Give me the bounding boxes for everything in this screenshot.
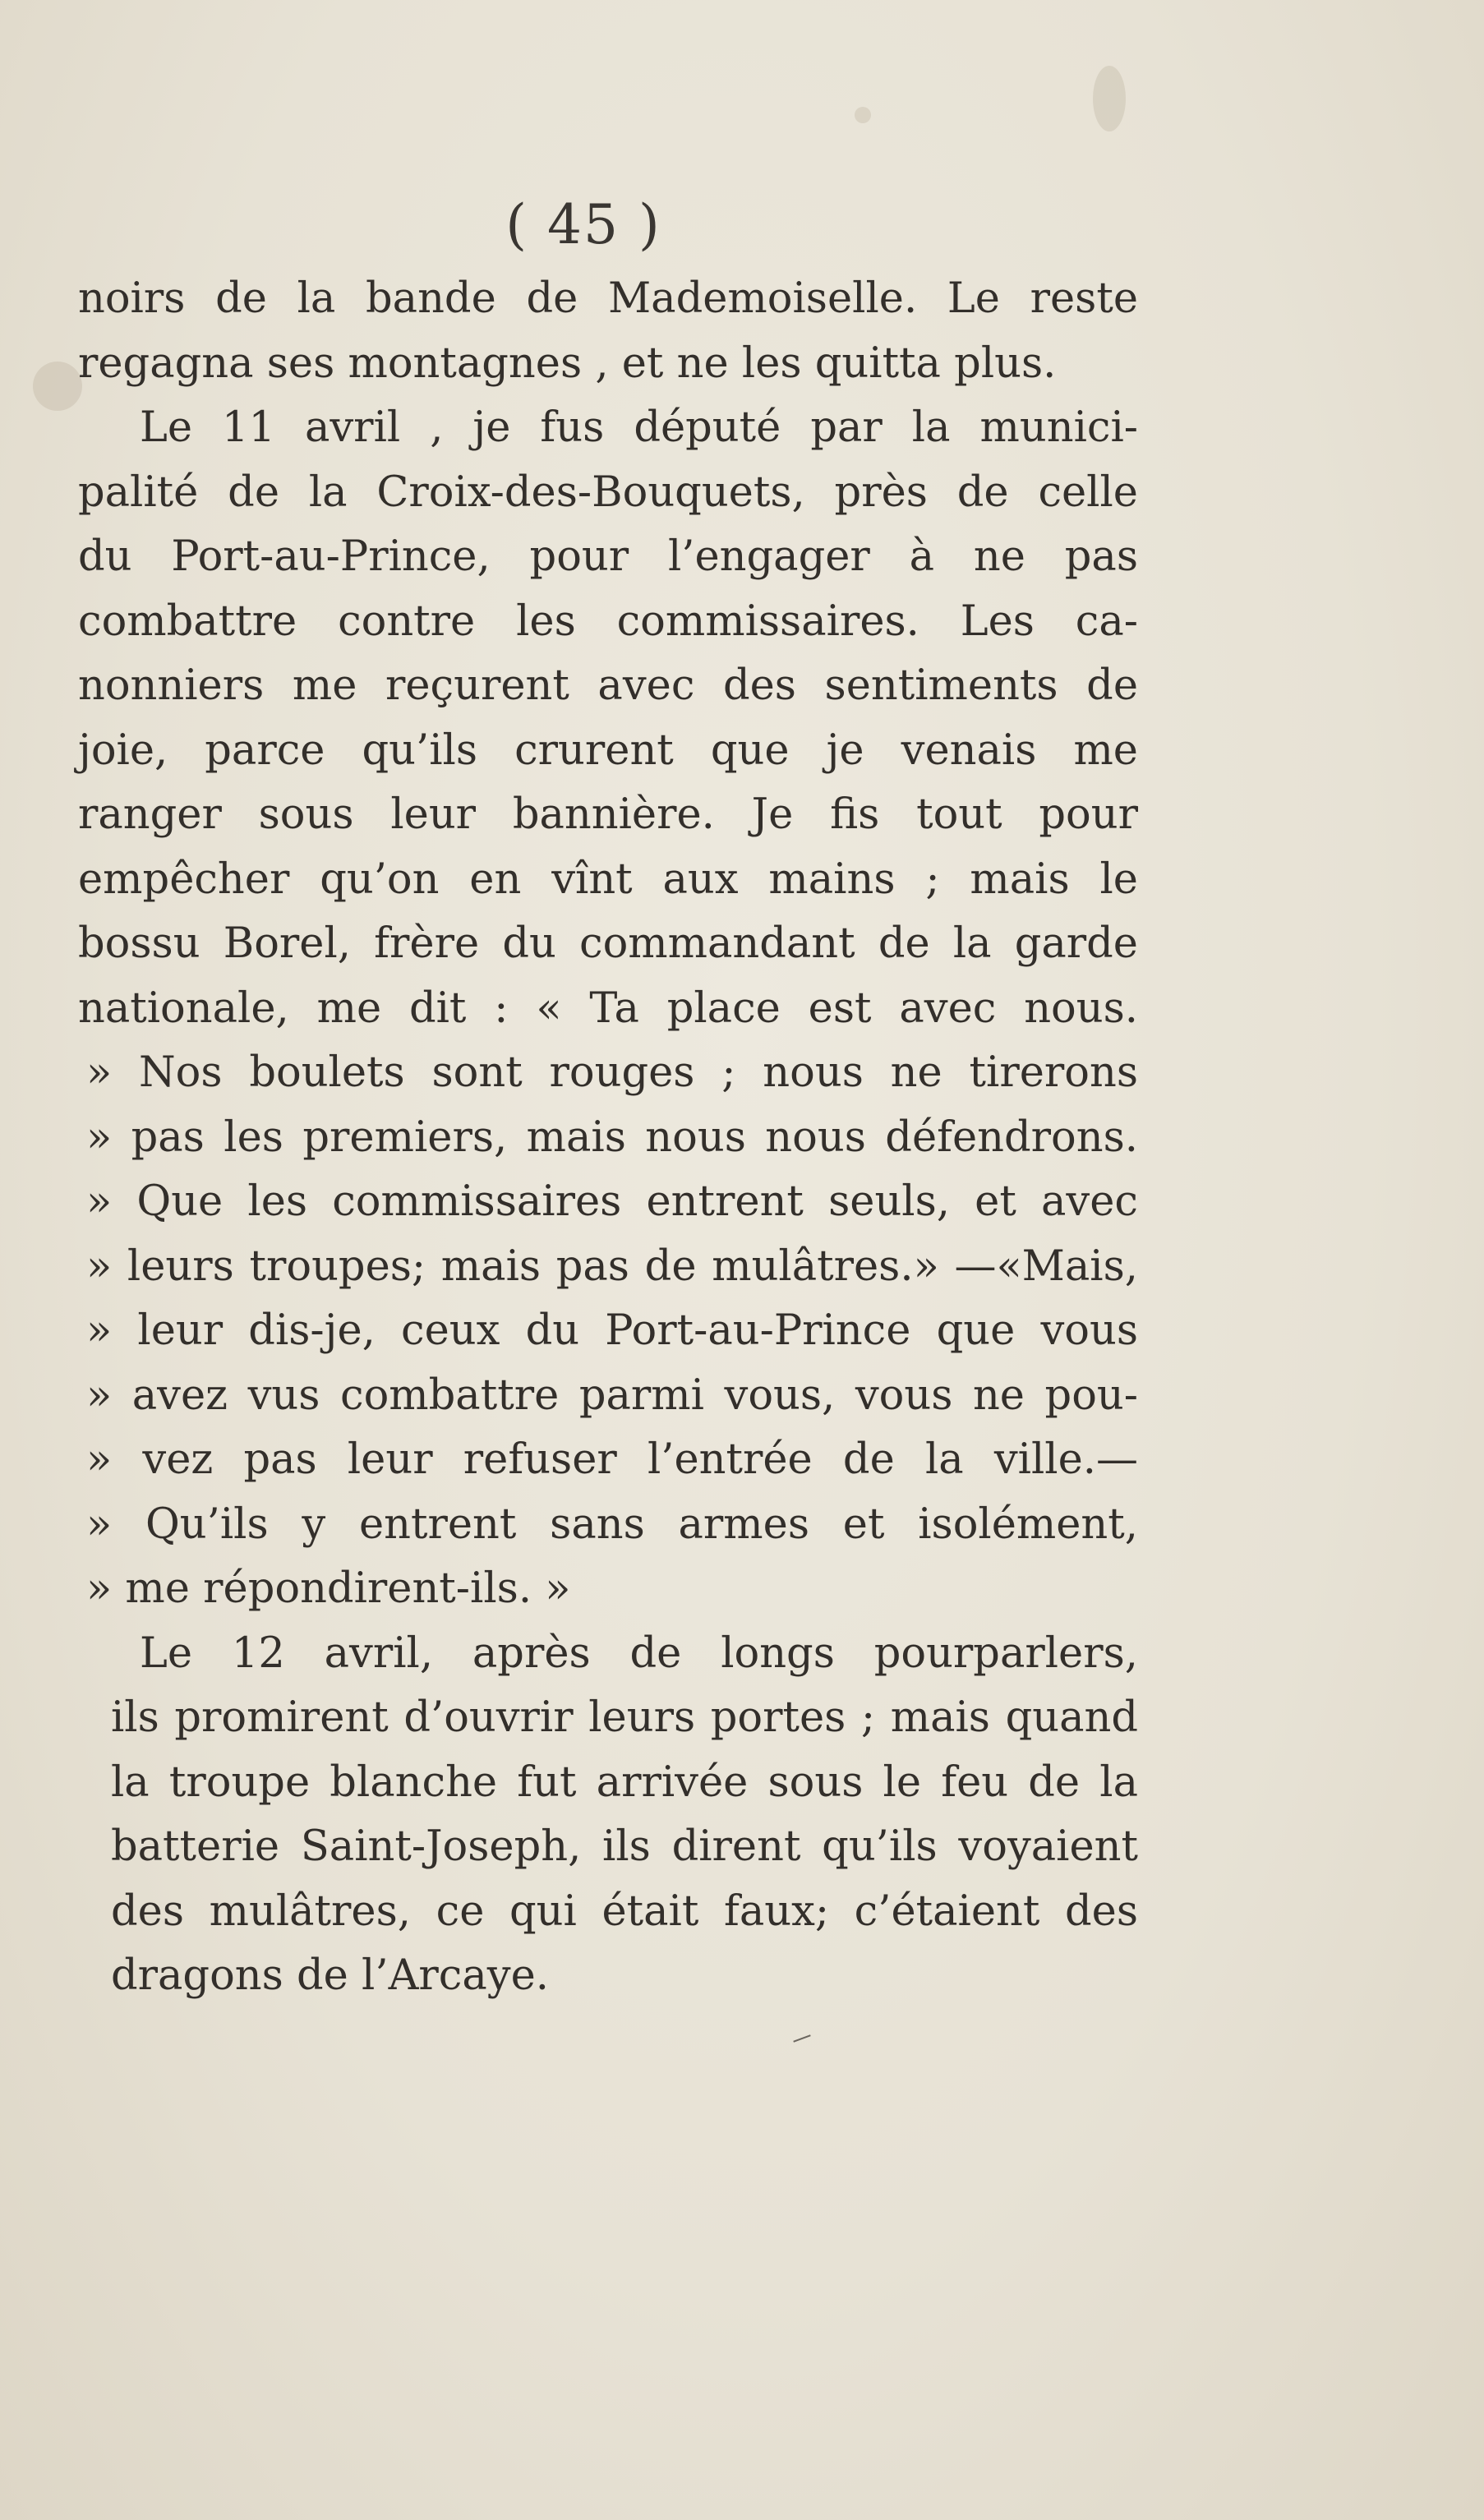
- paragraph: [78, 267, 1138, 396]
- ink-mark: [793, 2034, 810, 2042]
- text-line: » pas les premiers, mais nous nous défendrons.: [86, 1113, 1138, 1162]
- text-line: noirs de la bande de Mademoiselle. Le reste: [78, 274, 1138, 323]
- text-line: des mulâtres, ce qui était faux; c’étaient des: [111, 1887, 1138, 1936]
- paper-stain: [855, 107, 871, 123]
- text-line: » vez pas leur refuser l’entrée de la ville.—: [86, 1435, 1138, 1484]
- text-line: regagna ses montagnes , et ne les quitta plus.: [78, 339, 1057, 388]
- page-number: ( 45 ): [505, 193, 661, 256]
- text-line: » avez vus combattre parmi vous, vous ne pou-: [86, 1371, 1138, 1420]
- text-line: ils promirent d’ouvrir leurs portes ; mais quand: [111, 1693, 1138, 1742]
- text-line: palité de la Croix-des-Bouquets, près de celle: [78, 468, 1138, 517]
- text-line: » Que les commissaires entrent seuls, et avec: [86, 1177, 1138, 1226]
- paragraph: [78, 396, 1138, 1622]
- text-line: nonniers me reçurent avec des sentiments de: [78, 661, 1138, 710]
- body-text: [78, 267, 1138, 2009]
- text-line: » Qu’ils y entrent sans armes et isolément,: [86, 1500, 1138, 1549]
- text-line: la troupe blanche fut arrivée sous le feu de la: [111, 1758, 1138, 1807]
- text-line: » Nos boulets sont rouges ; nous ne tirerons: [86, 1048, 1138, 1097]
- text-line: empêcher qu’on en vînt aux mains ; mais le: [78, 855, 1138, 904]
- paper-stain: [33, 362, 82, 411]
- text-line: » me répondirent-ils. »: [86, 1564, 571, 1613]
- text-line: nationale, me dit : « Ta place est avec nous.: [78, 984, 1138, 1033]
- text-line: du Port-au-Prince, pour l’engager à ne pas: [78, 532, 1138, 581]
- text-line: » leur dis-je, ceux du Port-au-Prince que vous: [86, 1306, 1138, 1355]
- paragraph: [78, 1622, 1138, 2009]
- text-line: joie, parce qu’ils crurent que je venais me: [78, 726, 1138, 775]
- text-line: dragons de l’Arcaye.: [111, 1951, 549, 2000]
- text-line: batterie Saint-Joseph, ils dirent qu’ils voyaient: [111, 1822, 1138, 1871]
- text-line: combattre contre les commissaires. Les ca-: [78, 597, 1138, 646]
- text-line: » leurs troupes; mais pas de mulâtres.» —«Mais,: [86, 1242, 1138, 1291]
- text-line: bossu Borel, frère du commandant de la garde: [78, 919, 1138, 968]
- text-line: Le 12 avril, après de longs pourparlers,: [140, 1629, 1138, 1678]
- paper-stain: [1093, 66, 1126, 131]
- text-line: Le 11 avril , je fus député par la munici-: [140, 403, 1138, 452]
- text-line: ranger sous leur bannière. Je fis tout pour: [78, 790, 1138, 839]
